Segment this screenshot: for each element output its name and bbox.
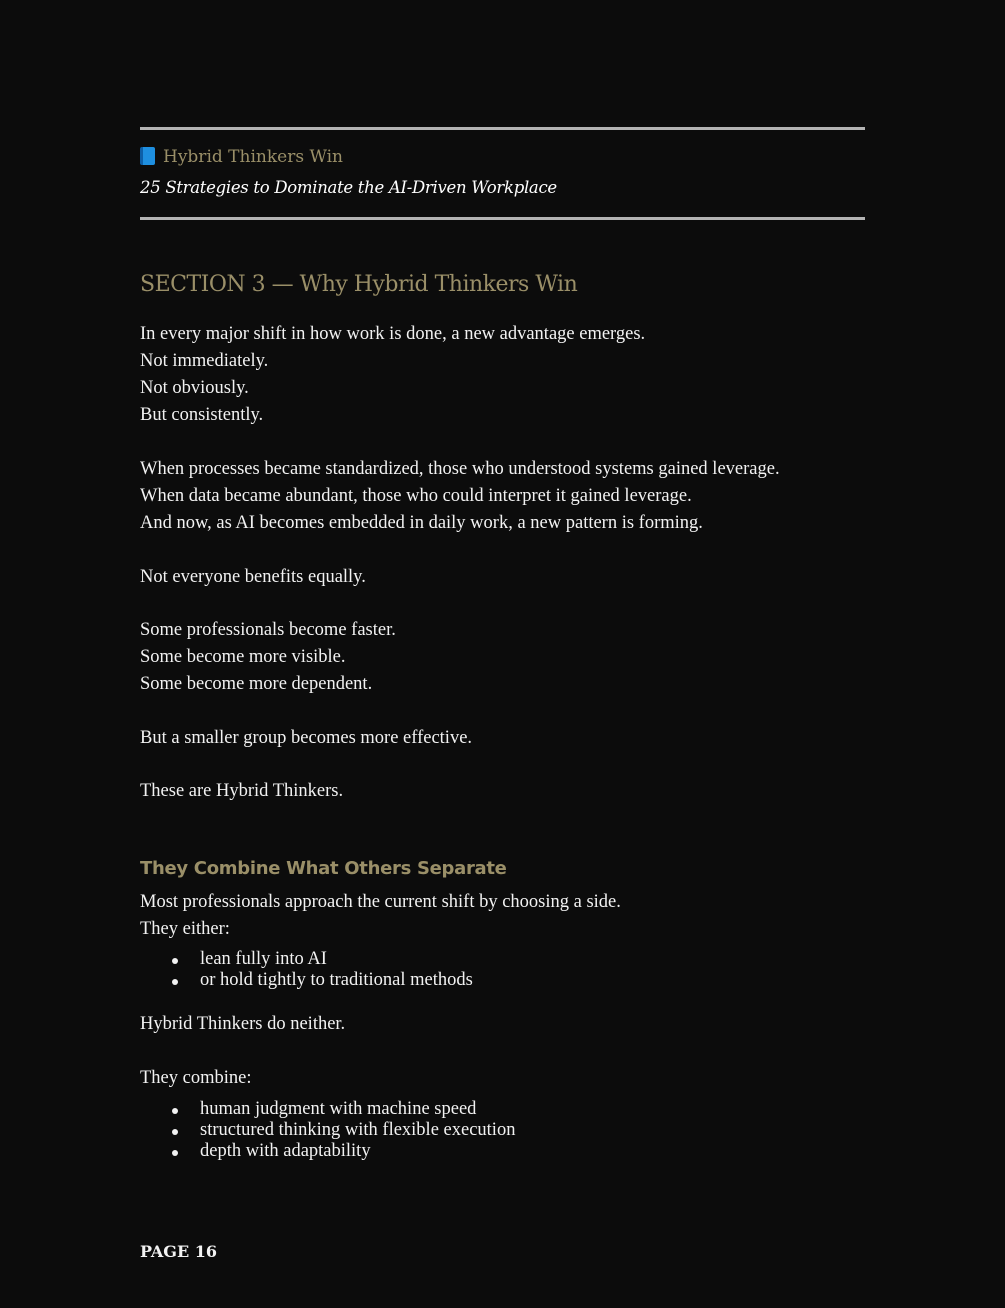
subsection-intro [140,889,621,943]
paragraph-neither [140,1011,345,1038]
text-line: Not obviously. [140,378,249,398]
paragraph-3 [140,564,366,591]
text-line: When processes became standardized, those who understood systems gained leverage. [140,459,780,479]
page-number: PAGE 16 [140,1242,217,1261]
text-line: Most professionals approach the current shift by choosing a side. [140,892,621,912]
text-line: Not immediately. [140,351,269,371]
book-subtitle: 25 Strategies to Dominate the AI-Driven Workplace [140,178,557,197]
book-title: Hybrid Thinkers Win [163,147,344,167]
paragraph-2 [140,456,780,537]
text-line: Not everyone benefits equally. [140,567,366,587]
book-title-line [140,145,343,169]
blue-book-icon [140,147,155,165]
paragraph-6 [140,778,343,805]
text-line: And now, as AI becomes embedded in daily work, a new pattern is forming. [140,513,703,533]
list-item: human judgment with machine speed [140,1099,515,1120]
text-line: But a smaller group becomes more effective. [140,728,473,748]
section-heading: SECTION 3 — Why Hybrid Thinkers Win [140,272,578,297]
bullet-list-either [140,949,473,991]
bullet-list-combine [140,1099,515,1162]
paragraph-4 [140,617,396,698]
text-line: But consistently. [140,405,264,425]
text-line: Some professionals become faster. [140,620,396,640]
text-line: They either: [140,919,230,939]
paragraph-1 [140,321,645,429]
paragraph-5 [140,725,472,752]
text-line: Hybrid Thinkers do neither. [140,1014,346,1034]
text-line: In every major shift in how work is done, a new advantage emerges. [140,324,646,344]
list-item: depth with adaptability [140,1141,515,1162]
text-line: Some become more dependent. [140,674,373,694]
list-item: structured thinking with flexible execution [140,1120,515,1141]
text-line: When data became abundant, those who could interpret it gained leverage. [140,486,692,506]
paragraph-combine [140,1065,251,1092]
header-top-rule [140,127,865,130]
list-item: or hold tightly to traditional methods [140,970,473,991]
list-item: lean fully into AI [140,949,473,970]
text-line: They combine: [140,1068,252,1088]
text-line: These are Hybrid Thinkers. [140,781,344,801]
header-bottom-rule [140,217,865,220]
text-line: Some become more visible. [140,647,346,667]
subsection-heading: They Combine What Others Separate [140,858,507,879]
